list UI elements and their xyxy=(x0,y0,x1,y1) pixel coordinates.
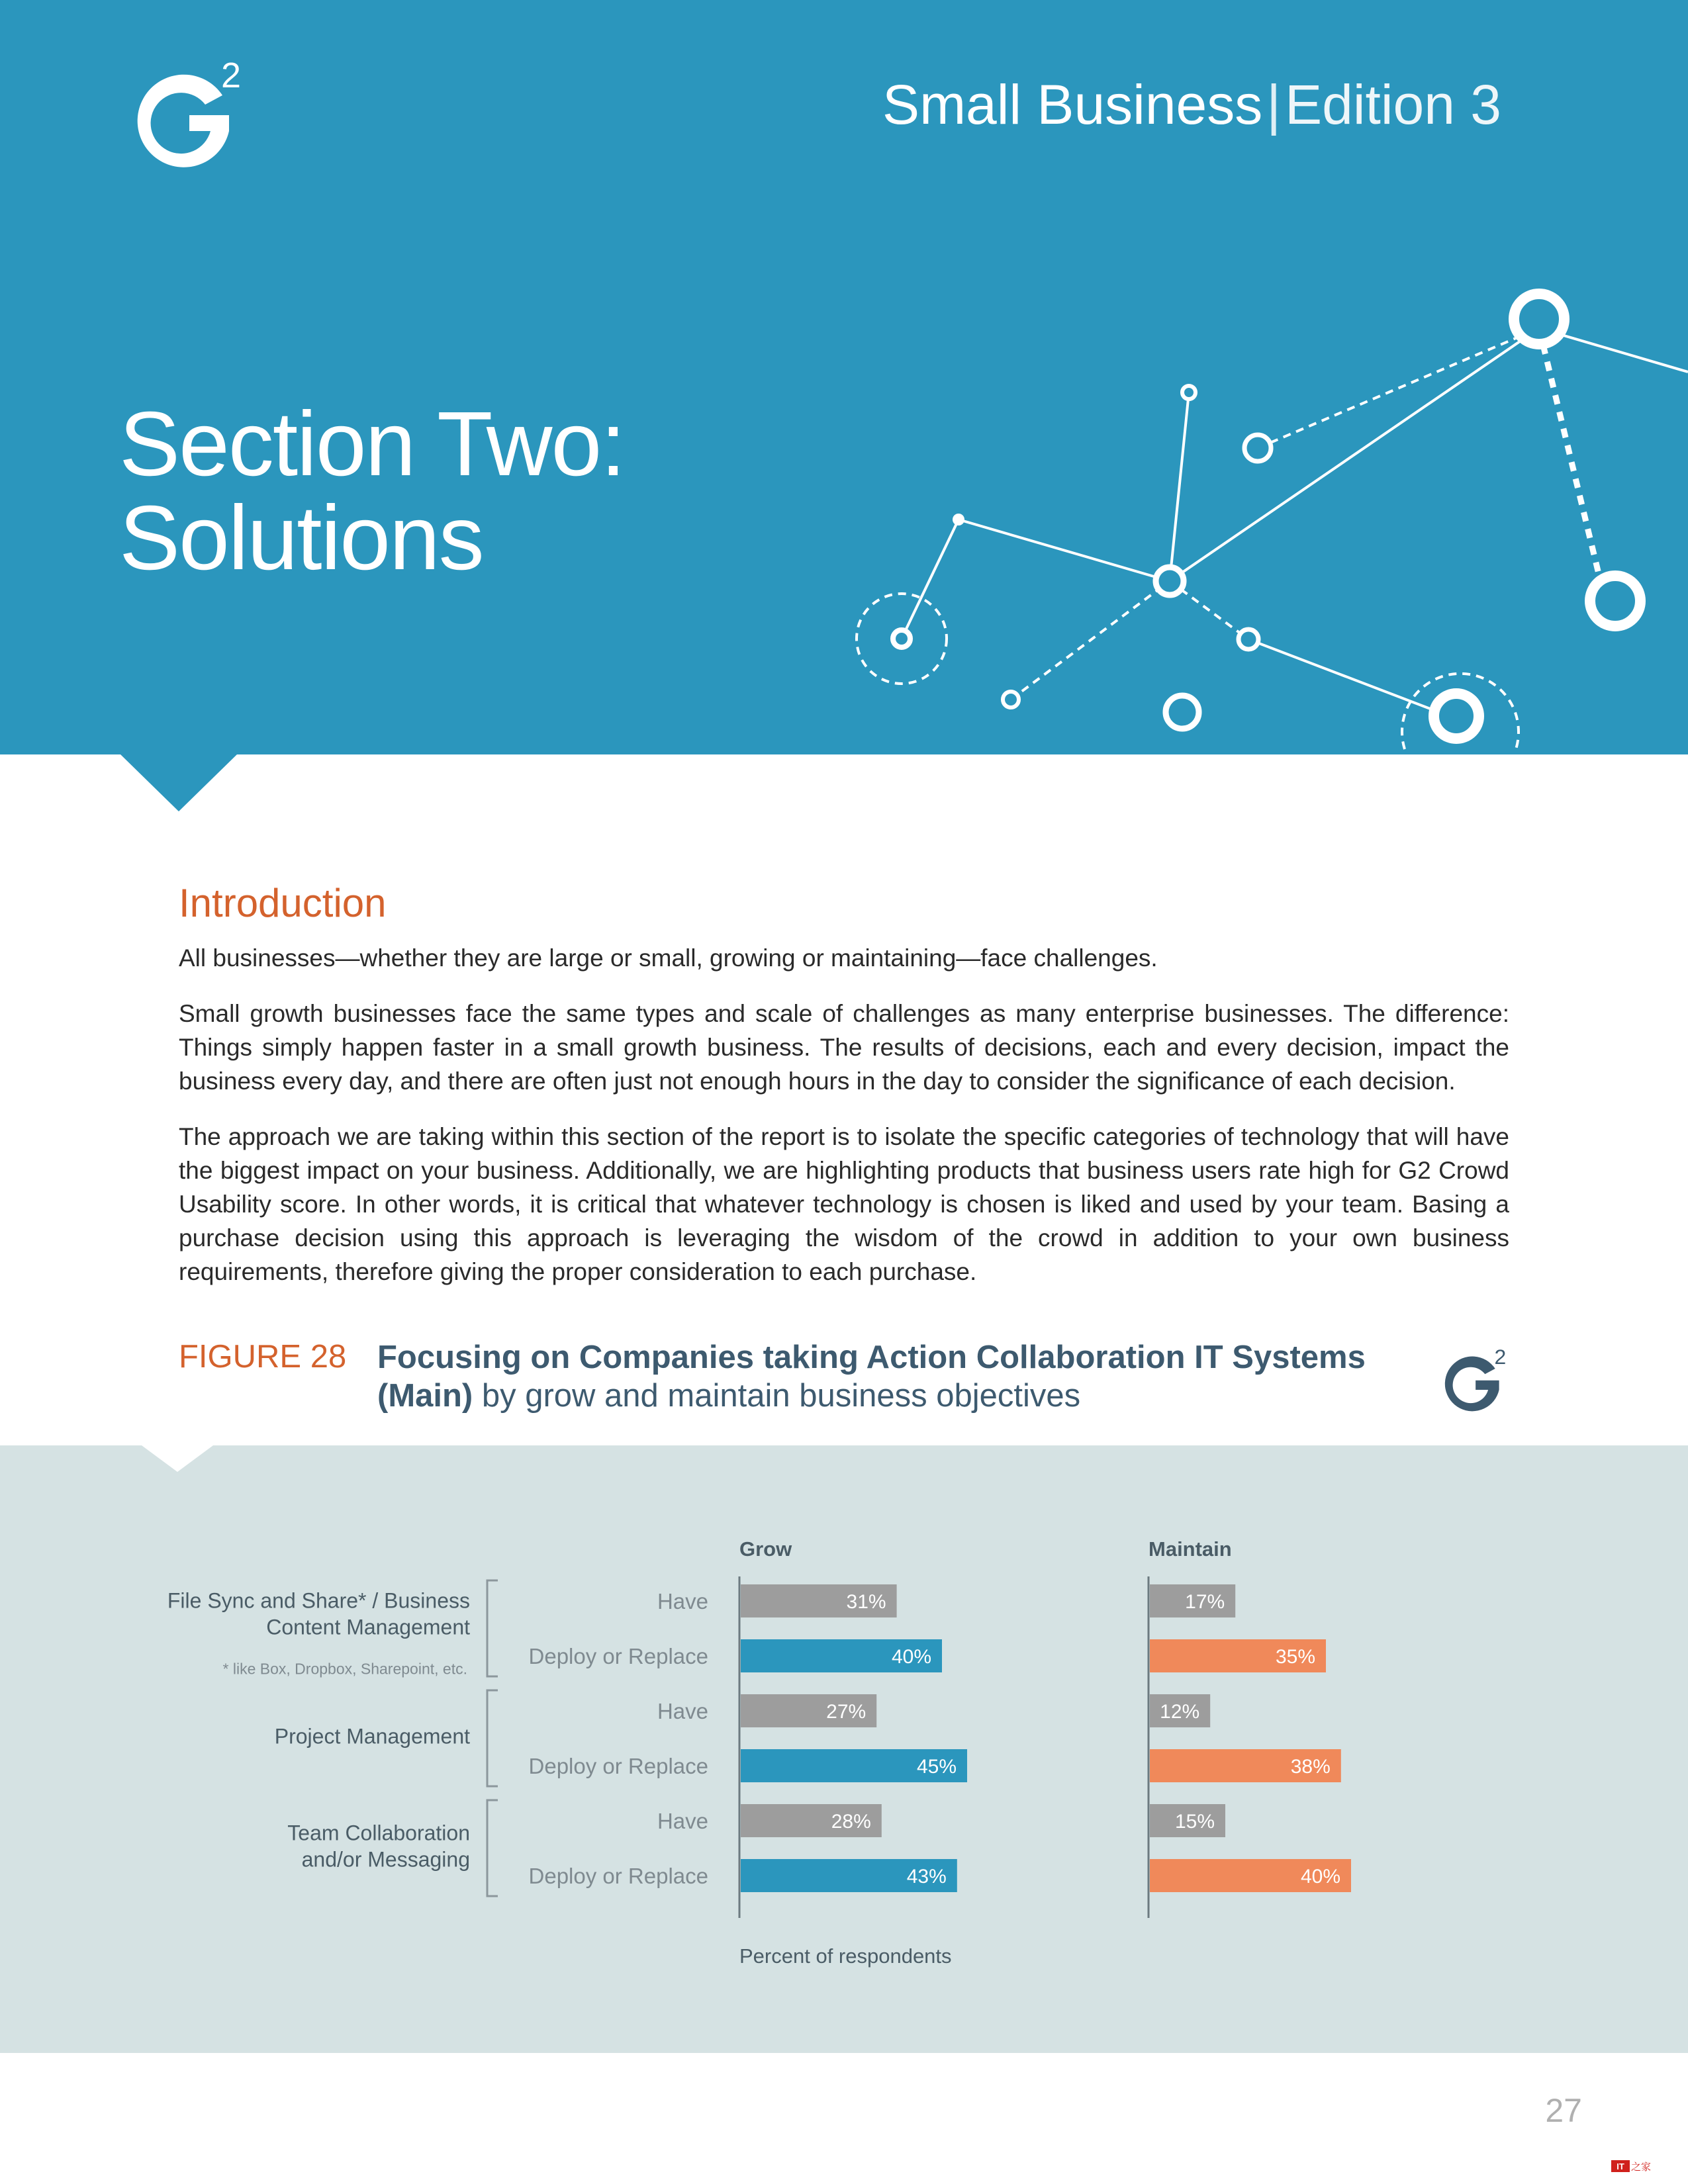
bar-chart xyxy=(0,1445,1688,2053)
svg-text:IT: IT xyxy=(1617,2161,1624,2171)
row-label: Deploy or Replace xyxy=(528,1644,708,1668)
logo-superscript: 2 xyxy=(221,57,242,95)
bar-value-label: 12% xyxy=(1160,1701,1200,1723)
figure-label: FIGURE 28 xyxy=(179,1339,347,1375)
group-bracket xyxy=(487,1580,498,1676)
bar-value-label: 28% xyxy=(831,1811,871,1833)
edition-number: Edition 3 xyxy=(1285,73,1501,136)
g2-logo-small xyxy=(1436,1343,1509,1415)
intro-heading: Introduction xyxy=(179,881,387,925)
edition-separator: | xyxy=(1266,73,1282,136)
g2-logo xyxy=(123,57,246,169)
section-title xyxy=(119,393,625,589)
group-bracket xyxy=(487,1690,498,1786)
figure-title xyxy=(377,1338,1410,1415)
group-label: Team Collaboration xyxy=(287,1821,470,1845)
watermark-logo xyxy=(1611,2159,1662,2173)
section-title-line1: Section Two: xyxy=(119,393,625,495)
bar-value-label: 45% xyxy=(916,1756,957,1778)
panel-title: Grow xyxy=(739,1537,792,1561)
group-label: Project Management xyxy=(274,1724,470,1749)
report-edition xyxy=(882,73,1501,137)
row-label: Have xyxy=(657,1809,708,1833)
row-label: Deploy or Replace xyxy=(528,1864,708,1888)
group-label: and/or Messaging xyxy=(301,1847,470,1872)
intro-paragraph: The approach we are taking within this section of the report is to isolate the specific categories of technology that will have the biggest impact on your business. Additionally, we are highlighting products that business users rate high for G2 Crowd Usability score. In other words, it is critical that whatever technology is chosen is liked and used by your team. Basing a purchase decision using this approach is leveraging the wisdom of the crowd in addition to your own business requirements, therefore giving the proper consideration to each purchase. xyxy=(179,1123,1509,1285)
bar-value-label: 17% xyxy=(1185,1591,1225,1613)
intro-body xyxy=(179,941,1509,1310)
bar-value-label: 40% xyxy=(891,1646,931,1668)
intro-paragraph: All businesses—whether they are large or small, growing or maintaining—face challenges. xyxy=(179,944,1158,972)
page-number: 27 xyxy=(1545,2092,1582,2129)
row-label: Have xyxy=(657,1699,708,1723)
bar-value-label: 40% xyxy=(1300,1866,1340,1888)
figure-title-bold: Focusing on Companies taking Action Collaboration IT Systems (Main) xyxy=(377,1340,1366,1414)
intro-paragraph: Small growth businesses face the same types and scale of challenges as many enterprise businesses. The difference: Things simply happen faster in a small growth business. The results of decisions, each and every decision, impact the business every day, and there are often just not enough hours in the day to consider the significance of each decision. xyxy=(179,1000,1509,1095)
bar-value-label: 15% xyxy=(1174,1811,1215,1833)
edition-strong: Small Business xyxy=(882,73,1263,136)
group-bracket xyxy=(487,1800,498,1896)
panel-title: Maintain xyxy=(1149,1537,1232,1561)
row-label: Deploy or Replace xyxy=(528,1754,708,1778)
x-axis-label: Percent of respondents xyxy=(739,1944,952,1968)
bar-value-label: 43% xyxy=(906,1866,947,1888)
bar-value-label: 27% xyxy=(826,1701,867,1723)
group-label: File Sync and Share* / Business xyxy=(167,1588,470,1613)
group-label: Content Management xyxy=(266,1615,470,1639)
svg-text:之家: 之家 xyxy=(1631,2161,1652,2173)
bar-value-label: 38% xyxy=(1290,1756,1331,1778)
bar-value-label: 31% xyxy=(846,1591,886,1613)
logo-superscript: 2 xyxy=(1494,1344,1507,1369)
row-label: Have xyxy=(657,1589,708,1614)
hero-notch xyxy=(119,753,238,811)
group-note: * like Box, Dropbox, Sharepoint, etc. xyxy=(222,1660,467,1678)
section-title-line2: Solutions xyxy=(119,487,483,589)
bar-value-label: 35% xyxy=(1275,1646,1315,1668)
network-illustration xyxy=(821,265,1688,754)
figure-title-rest: by grow and maintain business objectives xyxy=(473,1378,1081,1414)
